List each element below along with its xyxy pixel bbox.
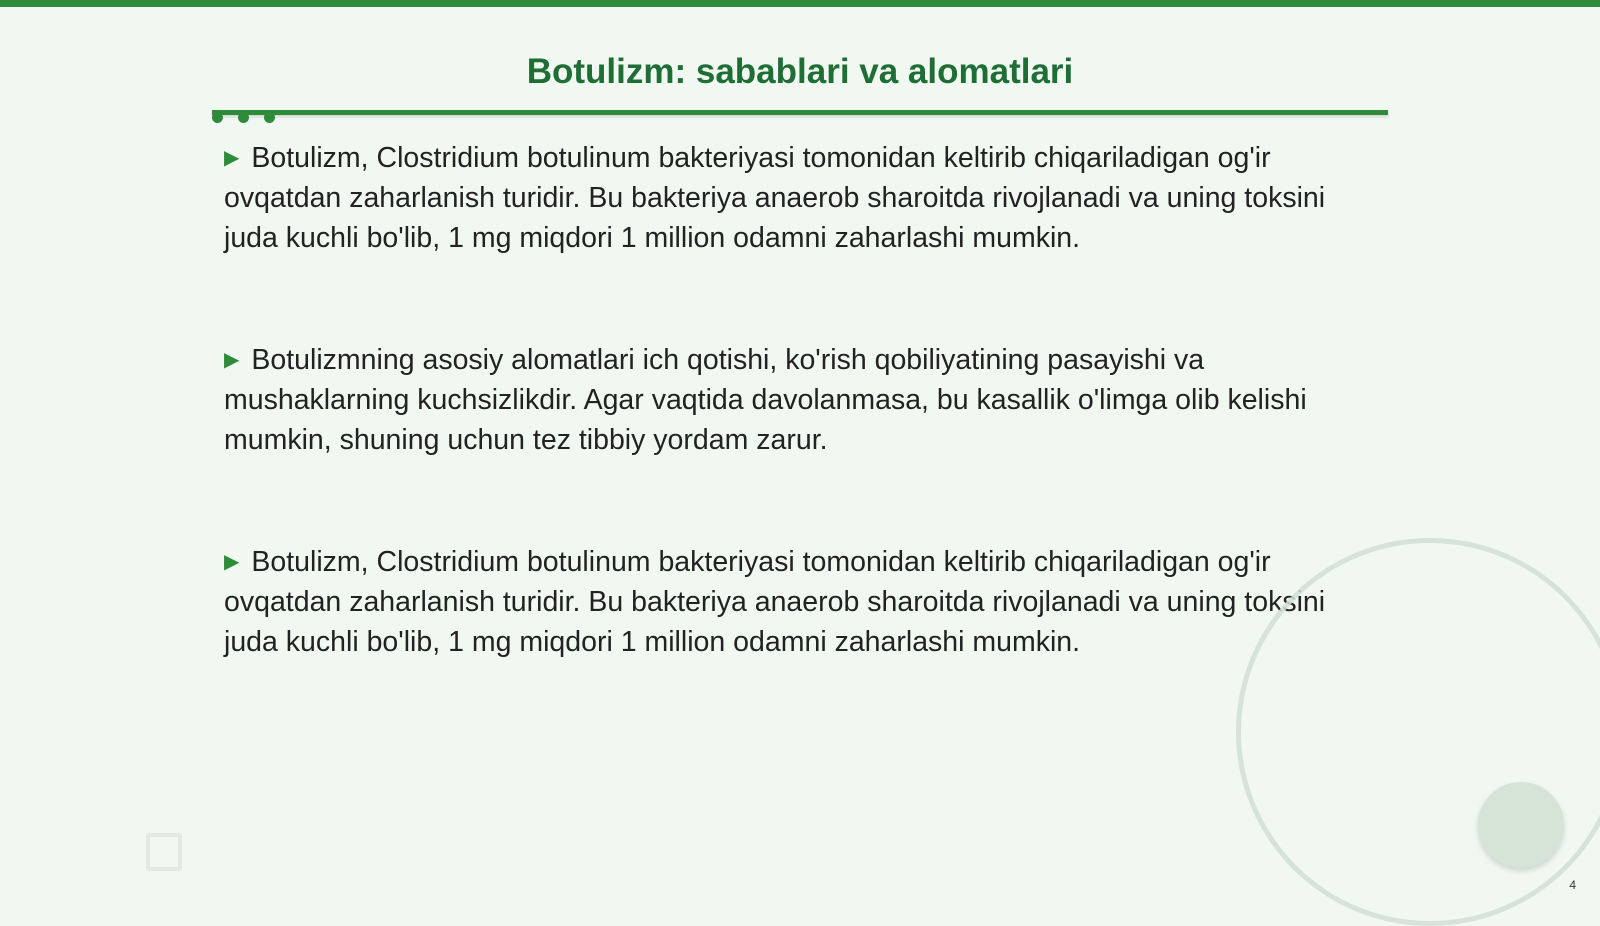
bullet-item [224, 138, 1384, 258]
triangle-right-icon: ▶ [224, 147, 240, 169]
decorative-circle [1478, 782, 1564, 868]
bullet-item [224, 542, 1384, 662]
underline-dot [212, 112, 223, 123]
bullet-list [224, 138, 1384, 744]
bullet-item [224, 340, 1384, 460]
bullet-text: Botulizm, Clostridium botulinum bakteriyasi tomonidan keltirib chiqariladigan og'ir ovqatdan zaharlanish turidir. Bu bakteriya anaerob sharoitda rivojlanadi va uning toksini juda kuchli bo'lib, 1 mg miqdori 1 million odamni zaharlashi mumkin. [224, 546, 1326, 658]
bullet-text: Botulizmning asosiy alomatlari ich qotishi, ko'rish qobiliyatining pasayishi va mushaklarning kuchsizlikdir. Agar vaqtida davolanmasa, bu kasallik o'limga olib kelishi mumkin, shuning uchun tez tibbiy yordam zarur. [224, 344, 1307, 456]
decorative-ring [1236, 538, 1600, 926]
top-accent-bar [0, 0, 1600, 7]
title-underline [212, 110, 1388, 115]
slide-title: Botulizm: sabablari va alomatlari [526, 52, 1074, 91]
triangle-right-icon: ▶ [224, 349, 240, 371]
page-number: 4 [1569, 878, 1576, 892]
underline-dot [238, 112, 249, 123]
bullet-text: Botulizm, Clostridium botulinum bakteriyasi tomonidan keltirib chiqariladigan og'ir ovqatdan zaharlanish turidir. Bu bakteriya anaerob sharoitda rivojlanadi va uning toksini juda kuchli bo'lib, 1 mg miqdori 1 million odamni zaharlashi mumkin. [224, 142, 1326, 254]
triangle-right-icon: ▶ [224, 551, 240, 573]
decorative-square [146, 833, 182, 871]
underline-dot [264, 112, 275, 123]
